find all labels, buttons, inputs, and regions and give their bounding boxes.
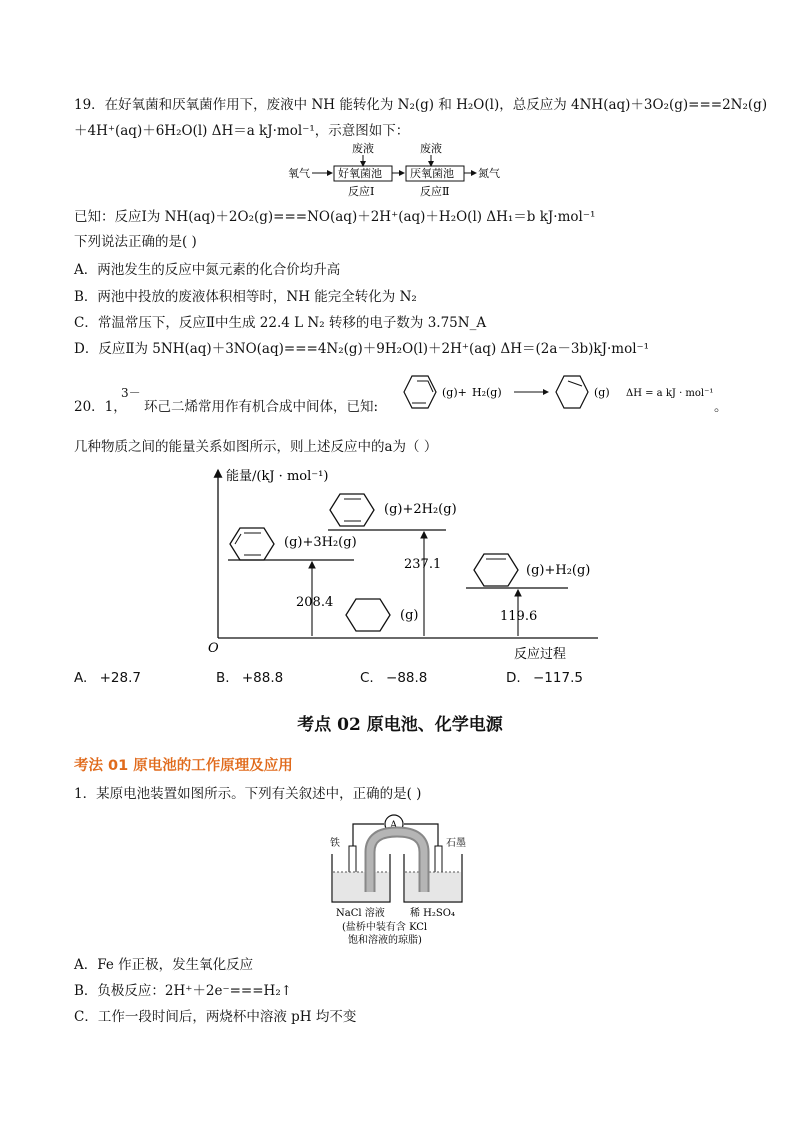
- eq-phase-2: (g): [594, 386, 610, 399]
- flow-box2-label: 厌氧菌池: [410, 167, 454, 180]
- cyclohexane-label: (g): [400, 608, 419, 623]
- flow-box1-label: 好氧菌池: [338, 167, 382, 180]
- q20-intro: 环己二烯常用作有机合成中间体，已知:: [144, 399, 379, 415]
- q19-option-b: B．两池中投放的废液体积相等时，NH 能完全转化为 N₂: [74, 289, 417, 305]
- eq-h2: H₂(g): [472, 386, 502, 399]
- galvanic-cell-diagram: [328, 806, 476, 948]
- gap-label-2: 237.1: [404, 557, 442, 572]
- right-electrode-label: 石墨: [446, 838, 466, 849]
- flow-input-label: 氧气: [288, 167, 310, 180]
- q19-line2: ＋4H⁺(aq)＋6H₂O(l) ΔH＝a kJ·mol⁻¹，示意图如下：: [74, 123, 410, 139]
- option-c-value: −88.8: [386, 670, 428, 686]
- salt-bridge-note-2: 饱和溶液的琼脂): [348, 935, 422, 946]
- flow-reaction2-label: 反应Ⅱ: [420, 185, 450, 198]
- q1-stem: 1．某原电池装置如图所示。下列有关叙述中，正确的是( ): [74, 786, 422, 802]
- option-d-value: −117.5: [532, 670, 583, 686]
- q1-option-b: B．负极反应：2H⁺＋2e⁻===H₂↑: [74, 983, 293, 999]
- flow-waste-label-2: 废液: [420, 142, 442, 155]
- q19-option-c: C．常温常压下，反应Ⅱ中生成 22.4 L N₂ 转移的电子数为 3.75N_A: [74, 315, 487, 331]
- gap-label-1: 208.4: [296, 595, 334, 610]
- section-subtitle: 考法 01 原电池的工作原理及应用: [74, 758, 293, 774]
- q19-option-d: D．反应Ⅱ为 5NH(aq)＋3NO(aq)===4N₂(g)＋9H₂O(l)＋2H⁺(aq) ΔH＝(2a－3b)kJ·mol⁻¹: [74, 341, 650, 357]
- q19-option-a: A．两池发生的反应中氮元素的化合价均升高: [74, 262, 341, 278]
- cyclohexane-icon: [346, 599, 390, 631]
- option-b-value: +88.8: [241, 670, 284, 686]
- section-title: 考点 02 原电池、化学电源: [297, 715, 503, 735]
- y-axis-label: 能量/(kJ · mol⁻¹): [226, 469, 329, 484]
- q20-option-a: [74, 670, 141, 686]
- benzene-icon: [404, 376, 436, 408]
- flow-output-label: 氮气: [478, 167, 500, 180]
- q20-option-d: [506, 670, 583, 686]
- q19-line1: 19．在好氧菌和厌氧菌作用下，废液中 NH 能转化为 N₂(g) 和 H₂O(l)，总反应为 4NH(aq)＋3O₂(g)===2N₂(g): [74, 97, 768, 113]
- ammeter-label: A: [390, 820, 398, 831]
- benzene-level-label: (g)+3H₂(g): [284, 535, 357, 550]
- eq-dh: ΔH = a kJ · mol⁻¹: [626, 388, 714, 399]
- q20-eq-end: 。: [714, 399, 728, 415]
- cyclohexadiene-icon: [556, 376, 588, 408]
- right-solution-label: 稀 H₂SO₄: [410, 908, 455, 919]
- x-axis-label: 反应过程: [514, 647, 567, 662]
- cyclohexadiene-icon: [330, 494, 374, 526]
- origin-label: O: [208, 641, 219, 656]
- q20-prefix: 20．1，: [74, 399, 127, 415]
- q20-line2: 几种物质之间的能量关系如图所示，则上述反应中的a为（ ）: [74, 439, 438, 455]
- ene-level-label: (g)+H₂(g): [526, 563, 591, 578]
- right-solution: [405, 872, 461, 901]
- q20-superscript: 3－: [121, 386, 141, 400]
- flow-waste-label-1: 废液: [352, 142, 374, 155]
- benzene-icon: [230, 528, 274, 560]
- diene-level-label: (g)+2H₂(g): [384, 502, 457, 517]
- option-a-letter: A.: [74, 670, 88, 686]
- option-b-letter: B.: [216, 670, 230, 686]
- energy-diagram: [208, 460, 608, 668]
- option-a-value: +28.7: [99, 670, 141, 686]
- left-electrode-label: 铁: [330, 838, 340, 849]
- q1-option-a: A．Fe 作正极，发生氧化反应: [74, 957, 254, 973]
- salt-bridge-note-1: (盐桥中装有含 KCl: [342, 922, 428, 933]
- gap-label-3: 119.6: [500, 609, 538, 624]
- left-solution: [333, 872, 389, 901]
- q20-equation: [400, 368, 730, 416]
- q1-option-c: C．工作一段时间后，两烧杯中溶液 pH 均不变: [74, 1009, 357, 1025]
- cyclohexene-icon: [474, 554, 518, 586]
- q19-ask: 下列说法正确的是( ): [74, 234, 197, 250]
- q19-known: 已知：反应Ⅰ为 NH(aq)＋2O₂(g)===NO(aq)＋2H⁺(aq)＋H₂O(l) ΔH₁＝b kJ·mol⁻¹: [74, 209, 596, 225]
- q19-flow-diagram: [280, 140, 520, 200]
- option-d-letter: D.: [506, 670, 521, 686]
- flow-reaction1-label: 反应Ⅰ: [348, 185, 375, 198]
- left-solution-label: NaCl 溶液: [336, 908, 385, 919]
- option-c-letter: C.: [360, 670, 374, 686]
- q20-option-c: [360, 670, 427, 686]
- q20-option-b: [216, 670, 283, 686]
- eq-phase-1: (g)+: [442, 386, 467, 399]
